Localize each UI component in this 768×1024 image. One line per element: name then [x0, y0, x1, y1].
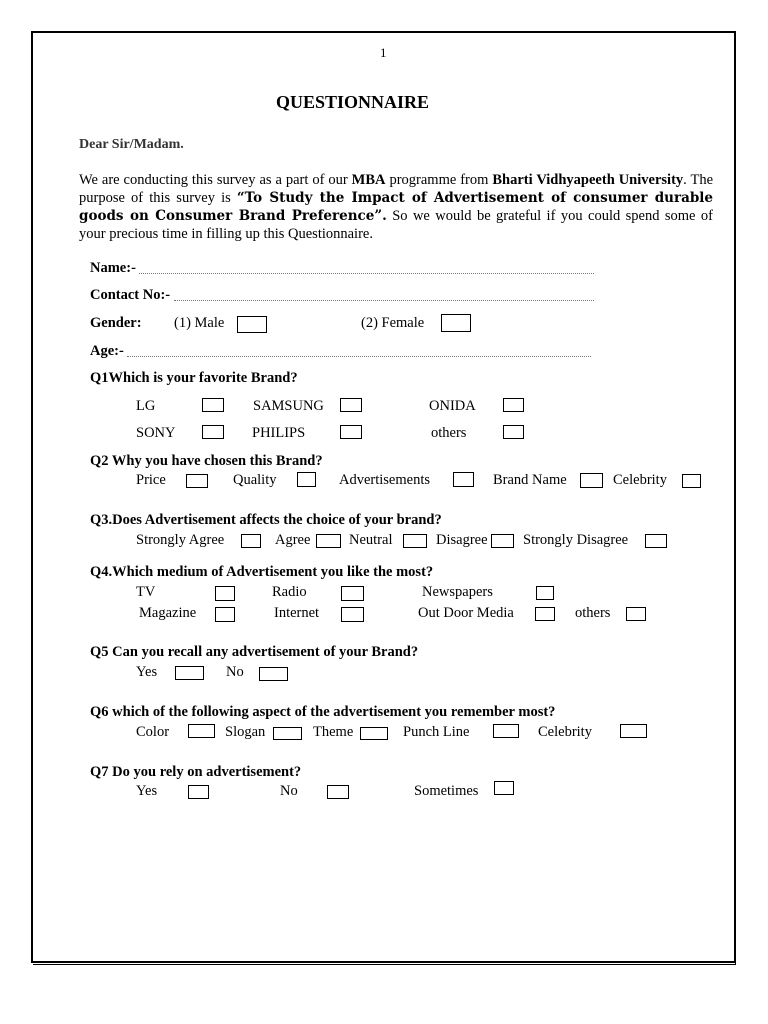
q3-option-checkbox[interactable]: [645, 534, 667, 548]
q7-title: Q7 Do you rely on advertisement?: [90, 764, 302, 780]
q4-option-checkbox[interactable]: [341, 586, 364, 601]
gender-female-checkbox[interactable]: [441, 314, 471, 332]
contact-label: Contact No:-: [90, 287, 171, 303]
page-title: QUESTIONNAIRE: [276, 92, 430, 112]
q2-option-label: Price: [136, 472, 166, 488]
q1-title: Q1Which is your favorite Brand?: [90, 370, 298, 386]
q5-option-checkbox[interactable]: [259, 667, 288, 681]
age-input-line[interactable]: [127, 356, 591, 357]
q6-option-label: Punch Line: [403, 724, 470, 740]
q7-option-label: No: [280, 783, 298, 799]
q4-option-label: Magazine: [139, 605, 197, 621]
q3-option-label: Agree: [275, 532, 311, 548]
q2-option-checkbox[interactable]: [580, 473, 603, 488]
q7-option-checkbox[interactable]: [188, 785, 209, 799]
contact-input-line[interactable]: [174, 300, 594, 301]
q6-option-label: Color: [136, 724, 170, 740]
q6-option-checkbox[interactable]: [273, 727, 302, 740]
q1-option-checkbox[interactable]: [340, 425, 362, 439]
q4-option-label: Internet: [274, 605, 320, 621]
q2-option-checkbox[interactable]: [297, 472, 316, 487]
q1-option-label: others: [431, 425, 467, 441]
gender-male-checkbox[interactable]: [237, 316, 267, 333]
q7-option-checkbox[interactable]: [327, 785, 349, 799]
intro-paragraph: [79, 171, 713, 243]
page-number: 1: [380, 45, 387, 60]
q6-option-label: Theme: [313, 724, 354, 740]
age-label: Age:-: [90, 343, 124, 359]
q1-option-label: ONIDA: [429, 398, 476, 414]
q4-option-checkbox[interactable]: [626, 607, 646, 621]
q4-option-label: TV: [136, 584, 156, 600]
q1-option-checkbox[interactable]: [503, 398, 524, 412]
q3-option-checkbox[interactable]: [491, 534, 514, 548]
q6-option-checkbox[interactable]: [188, 724, 215, 738]
q7-option-checkbox[interactable]: [494, 781, 514, 795]
q1-option-checkbox[interactable]: [202, 398, 224, 412]
q6-option-checkbox[interactable]: [493, 724, 519, 738]
q2-title: Q2 Why you have chosen this Brand?: [90, 453, 323, 469]
name-label: Name:-: [90, 260, 136, 276]
intro-text: programme from: [385, 172, 493, 188]
q5-option-label: No: [226, 664, 244, 680]
q3-title: Q3.Does Advertisement affects the choice of your brand?: [90, 512, 442, 528]
q4-option-checkbox[interactable]: [535, 607, 555, 621]
intro-text: We are conducting this survey as a part of our: [79, 172, 352, 188]
q1-option-checkbox[interactable]: [503, 425, 524, 439]
intro-text: . The purpose of this survey is: [79, 172, 714, 206]
q4-option-label: Newspapers: [422, 584, 493, 600]
q4-option-checkbox[interactable]: [536, 586, 554, 600]
q5-option-checkbox[interactable]: [175, 666, 204, 680]
q1-option-label: PHILIPS: [252, 425, 306, 441]
intro-purpose: “To Study the Impact of Advertisement of consumer durable goods on Consumer Brand Preference”.: [79, 190, 713, 224]
q1-option-checkbox[interactable]: [202, 425, 224, 439]
q3-option-label: Disagree: [436, 532, 488, 548]
q6-option-label: Slogan: [225, 724, 266, 740]
q2-option-label: Quality: [233, 472, 277, 488]
q2-option-checkbox[interactable]: [186, 474, 208, 488]
q4-option-checkbox[interactable]: [215, 607, 235, 622]
q1-option-label: SONY: [136, 425, 176, 441]
q1-option-label: SAMSUNG: [253, 398, 324, 414]
q2-option-checkbox[interactable]: [682, 474, 701, 488]
q4-option-checkbox[interactable]: [341, 607, 364, 622]
q4-option-checkbox[interactable]: [215, 586, 235, 601]
q1-option-checkbox[interactable]: [340, 398, 362, 412]
q6-option-label: Celebrity: [538, 724, 592, 740]
intro-mba: MBA: [351, 172, 386, 188]
name-input-line[interactable]: [139, 273, 594, 274]
q3-option-checkbox[interactable]: [316, 534, 341, 548]
q1-option-label: LG: [136, 398, 156, 414]
gender-male-label: (1) Male: [174, 315, 225, 331]
q3-option-checkbox[interactable]: [403, 534, 427, 548]
q4-option-label: others: [575, 605, 611, 621]
q4-option-label: Out Door Media: [418, 605, 514, 621]
q3-option-label: Strongly Disagree: [523, 532, 629, 548]
q2-option-checkbox[interactable]: [453, 472, 474, 487]
q6-option-checkbox[interactable]: [360, 727, 388, 740]
greeting: Dear Sir/Madam.: [79, 137, 184, 152]
q2-option-label: Brand Name: [493, 472, 567, 488]
q3-option-label: Neutral: [349, 532, 393, 548]
q4-option-label: Radio: [272, 584, 307, 600]
q2-option-label: Celebrity: [613, 472, 667, 488]
q3-option-label: Strongly Agree: [136, 532, 225, 548]
q6-title: Q6 which of the following aspect of the advertisement you remember most?: [90, 704, 556, 720]
q5-option-label: Yes: [136, 664, 158, 680]
q6-option-checkbox[interactable]: [620, 724, 647, 738]
gender-label: Gender:: [90, 315, 142, 331]
gender-female-label: (2) Female: [361, 315, 425, 331]
q4-title: Q4.Which medium of Advertisement you like the most?: [90, 564, 434, 580]
q7-option-label: Sometimes: [414, 783, 479, 799]
q7-option-label: Yes: [136, 783, 158, 799]
q3-option-checkbox[interactable]: [241, 534, 261, 548]
q2-option-label: Advertisements: [339, 472, 431, 488]
intro-text: So we would be grateful if you could spend some of your precious time in filling up this Questionnaire.: [79, 208, 713, 242]
intro-university: Bharti Vidhyapeeth University: [492, 172, 684, 188]
q5-title: Q5 Can you recall any advertisement of your Brand?: [90, 644, 419, 660]
